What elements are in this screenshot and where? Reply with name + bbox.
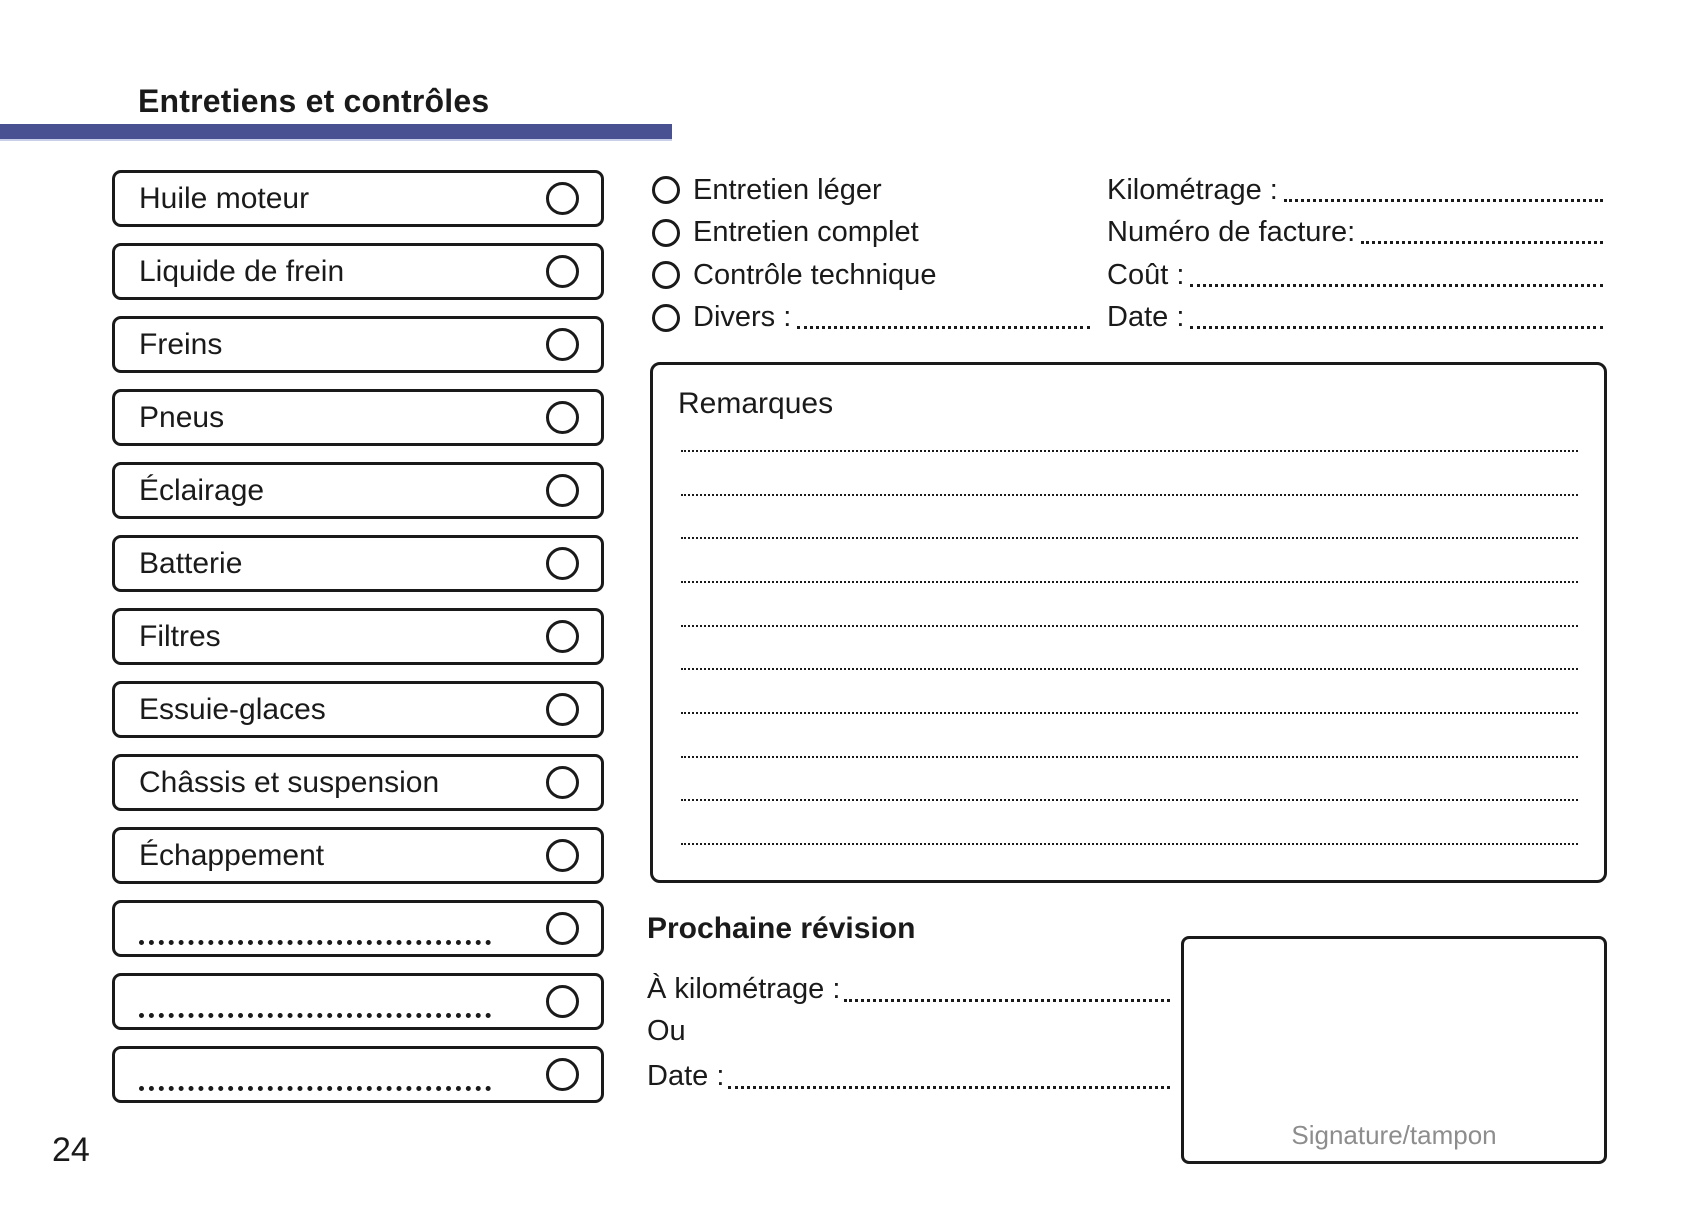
record-field-write-in-line[interactable] — [1284, 199, 1603, 202]
checkbox-circle[interactable] — [546, 328, 579, 361]
checkbox-circle[interactable] — [546, 985, 579, 1018]
checkbox-circle[interactable] — [546, 255, 579, 288]
checkbox-circle[interactable] — [546, 620, 579, 653]
service-option-row — [652, 254, 1090, 297]
record-field-write-in-line[interactable] — [1190, 326, 1603, 329]
record-field-label: Numéro de facture: — [1107, 216, 1356, 249]
record-field-write-in-line[interactable] — [1361, 241, 1603, 244]
checkbox-circle[interactable] — [546, 839, 579, 872]
checklist-row-blank — [112, 973, 604, 1030]
checkbox-circle[interactable] — [546, 1058, 579, 1091]
remarks-write-in-line[interactable] — [681, 843, 1578, 845]
record-field-row — [1107, 254, 1603, 297]
blank-write-in-line[interactable] — [139, 1013, 491, 1018]
next-service-km-write-in-line[interactable] — [844, 999, 1170, 1002]
checklist-item-label: Filtres — [139, 619, 221, 653]
checkbox-circle[interactable] — [546, 912, 579, 945]
checkbox-circle[interactable] — [546, 401, 579, 434]
record-field-row — [1107, 212, 1603, 255]
record-field-label: Date : — [1107, 301, 1185, 334]
checklist-row — [112, 608, 604, 665]
service-option-label: Entretien léger — [693, 173, 882, 206]
service-option-label: Contrôle technique — [693, 258, 937, 291]
checklist-row — [112, 827, 604, 884]
checklist-item-label: Pneus — [139, 400, 225, 434]
remarks-write-in-line[interactable] — [681, 450, 1578, 452]
signature-label: Signature/tampon — [1291, 1120, 1497, 1150]
checklist-item-label: Châssis et suspension — [139, 765, 440, 799]
remarks-write-in-line[interactable] — [681, 494, 1578, 496]
checklist-item-label: Éclairage — [139, 473, 265, 507]
remarks-title: Remarques — [678, 387, 834, 420]
remarks-write-in-line[interactable] — [681, 756, 1578, 758]
checklist-item-label: Batterie — [139, 546, 243, 580]
checklist-row — [112, 316, 604, 373]
checklist-item-label: Essuie-glaces — [139, 692, 326, 726]
next-service-km-row — [647, 971, 1170, 1007]
checklist-row — [112, 754, 604, 811]
checklist-item-label: Liquide de frein — [139, 254, 345, 288]
radio-circle[interactable] — [652, 219, 680, 247]
service-type-options — [652, 169, 1090, 339]
checkbox-circle[interactable] — [546, 182, 579, 215]
remarks-write-in-line[interactable] — [681, 625, 1578, 627]
blank-write-in-line[interactable] — [139, 1086, 491, 1091]
checkbox-circle[interactable] — [546, 693, 579, 726]
record-field-write-in-line[interactable] — [1190, 284, 1603, 287]
checklist-row — [112, 535, 604, 592]
record-field-row — [1107, 169, 1603, 212]
service-option-row — [652, 212, 1090, 255]
next-service-date-label: Date : — [647, 1059, 725, 1092]
header-accent-bar — [0, 124, 672, 141]
next-service-date-row — [647, 1058, 1170, 1094]
signature-box[interactable] — [1181, 936, 1607, 1164]
checklist-row — [112, 170, 604, 227]
checkbox-circle[interactable] — [546, 474, 579, 507]
next-service-km-label: À kilométrage : — [647, 972, 841, 1005]
page-number: 24 — [52, 1131, 90, 1169]
checklist-row-blank — [112, 1046, 604, 1103]
next-service-title: Prochaine révision — [647, 912, 916, 945]
checklist-row — [112, 243, 604, 300]
checklist-row — [112, 681, 604, 738]
divers-write-in-line[interactable] — [797, 326, 1090, 329]
remarks-write-in-line[interactable] — [681, 537, 1578, 539]
radio-circle[interactable] — [652, 261, 680, 289]
service-option-label: Entretien complet — [693, 216, 919, 249]
page-title: Entretiens et contrôles — [138, 83, 490, 119]
next-service-date-write-in-line[interactable] — [728, 1086, 1170, 1089]
remarks-write-in-line[interactable] — [681, 799, 1578, 801]
service-option-label: Divers : — [693, 301, 792, 334]
remarks-write-in-line[interactable] — [681, 712, 1578, 714]
remarks-box — [650, 362, 1607, 883]
checkbox-circle[interactable] — [546, 547, 579, 580]
checklist — [112, 170, 604, 1103]
radio-circle[interactable] — [652, 176, 680, 204]
checkbox-circle[interactable] — [546, 766, 579, 799]
checklist-row-blank — [112, 900, 604, 957]
radio-circle[interactable] — [652, 304, 680, 332]
record-field-row — [1107, 297, 1603, 340]
record-field-label: Kilométrage : — [1107, 173, 1278, 206]
checklist-row — [112, 389, 604, 446]
service-option-row — [652, 169, 1090, 212]
record-field-label: Coût : — [1107, 258, 1185, 291]
checklist-row — [112, 462, 604, 519]
service-record-fields — [1107, 169, 1603, 339]
service-option-row — [652, 297, 1090, 340]
checklist-item-label: Freins — [139, 327, 223, 361]
remarks-write-in-line[interactable] — [681, 581, 1578, 583]
checklist-item-label: Huile moteur — [139, 181, 310, 215]
blank-write-in-line[interactable] — [139, 940, 491, 945]
checklist-item-label: Échappement — [139, 838, 325, 872]
remarks-write-in-line[interactable] — [681, 668, 1578, 670]
next-service-or-label: Ou — [647, 1015, 686, 1047]
